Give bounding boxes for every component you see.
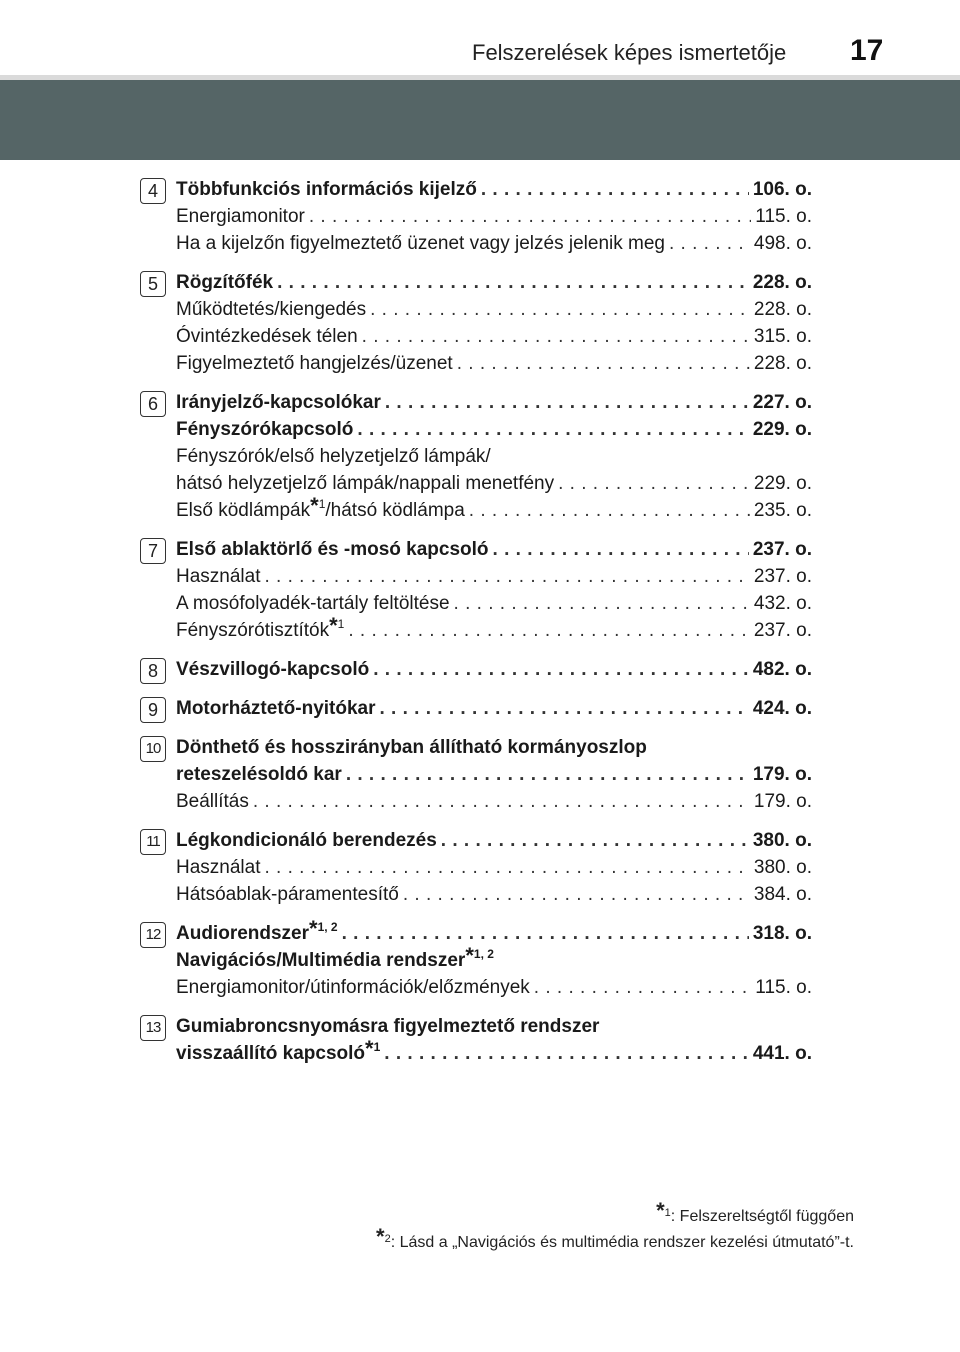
entry-label: Fényszórókapcsoló	[176, 419, 354, 440]
index-list	[140, 176, 812, 1079]
entry-label: Vészvillogó-kapcsoló	[176, 659, 370, 680]
dot-leader	[342, 920, 749, 947]
entry-label: Audiorendszer*$^{1, 2}$	[176, 916, 338, 944]
footnote-2: *$^2$: Lásd a „Navigációs és multimédia rendszer kezelési útmutató”-t.	[376, 1224, 854, 1251]
asterisk-icon: *	[309, 916, 318, 941]
index-section	[140, 269, 812, 377]
entry-label: Első ködlámpák*$^1$/hátsó ködlámpa	[176, 493, 465, 521]
index-section	[140, 536, 812, 644]
page-reference: 384. o.	[753, 884, 812, 905]
index-entry[interactable]	[176, 230, 812, 257]
index-entry[interactable]	[176, 563, 812, 590]
section-number-badge: 13	[140, 1015, 166, 1041]
entry-label: Beállítás	[176, 791, 249, 812]
section-number-badge: 12	[140, 922, 166, 948]
index-section	[140, 734, 812, 815]
dot-leader	[348, 617, 750, 644]
dot-leader	[380, 695, 749, 722]
page-reference: 228. o.	[753, 353, 812, 374]
page-reference: 482. o.	[752, 659, 812, 680]
index-entry[interactable]	[176, 827, 812, 854]
index-entry[interactable]	[176, 323, 812, 350]
page-reference: 237. o.	[752, 539, 812, 560]
entry-label: Fényszórótisztítók*$^1$	[176, 613, 345, 641]
chapter-title: Felszerelések képes ismertetője	[472, 40, 787, 65]
entry-label: Óvintézkedések télen	[176, 326, 358, 347]
dot-leader	[481, 176, 749, 203]
page-reference: 235. o.	[753, 500, 812, 521]
page-reference: 179. o.	[753, 791, 812, 812]
index-entry[interactable]	[176, 536, 812, 563]
page-reference: 106. o.	[752, 179, 812, 200]
entry-label: Figyelmeztető hangjelzés/üzenet	[176, 353, 453, 374]
dot-leader	[362, 323, 750, 350]
dot-leader	[357, 416, 748, 443]
section-number-badge: 4	[140, 178, 166, 204]
dot-leader	[265, 563, 750, 590]
dot-leader	[370, 296, 750, 323]
index-entry[interactable]	[176, 493, 812, 524]
entry-text: Navigációs/Multimédia rendszer*$^{1, 2}$	[176, 943, 494, 971]
entry-label: Többfunkciós információs kijelző	[176, 179, 477, 200]
index-section	[140, 916, 812, 1001]
page-reference: 227. o.	[752, 392, 812, 413]
dot-leader	[346, 761, 749, 788]
index-entry[interactable]	[176, 916, 812, 947]
page-number: 17	[850, 34, 884, 67]
index-entry[interactable]	[176, 296, 812, 323]
page-reference: 179. o.	[752, 764, 812, 785]
page-reference: 229. o.	[753, 473, 812, 494]
index-entry[interactable]	[176, 613, 812, 644]
entry-label: Ha a kijelzőn figyelmeztető üzenet vagy jelzés jelenik meg	[176, 233, 665, 254]
entry-label: reteszelésoldó kar	[176, 764, 342, 785]
entry-label: Első ablaktörlő és -mosó kapcsoló	[176, 539, 489, 560]
asterisk-icon: *	[465, 943, 474, 968]
page-reference: 115. o.	[755, 206, 812, 227]
index-section	[140, 695, 812, 722]
index-entry[interactable]	[176, 470, 812, 497]
section-number-badge: 9	[140, 697, 166, 723]
dot-leader	[534, 974, 752, 1001]
dot-leader	[403, 881, 750, 908]
entry-label: Irányjelző-kapcsolókar	[176, 392, 381, 413]
section-number-badge: 8	[140, 658, 166, 684]
section-number-badge: 11	[140, 829, 166, 855]
index-entry[interactable]	[176, 974, 812, 1001]
index-entry[interactable]	[176, 389, 812, 416]
page-reference: 424. o.	[752, 698, 812, 719]
index-section	[140, 176, 812, 257]
entry-label: Használat	[176, 566, 261, 587]
dot-leader	[454, 590, 750, 617]
asterisk-icon: *	[329, 613, 338, 638]
dot-leader	[558, 470, 750, 497]
entry-text: Dönthető és hosszirányban állítható kormányoszlop	[176, 737, 647, 758]
dot-leader	[265, 854, 750, 881]
page-reference: 229. o.	[752, 419, 812, 440]
entry-text: Gumiabroncsnyomásra figyelmeztető rendszer	[176, 1016, 600, 1037]
asterisk-icon: *	[365, 1036, 374, 1061]
page-reference: 318. o.	[752, 923, 812, 944]
footnotes	[376, 1198, 854, 1256]
index-entry[interactable]	[176, 176, 812, 203]
index-entry[interactable]	[176, 203, 812, 230]
entry-label: Energiamonitor	[176, 206, 305, 227]
index-entry[interactable]	[176, 695, 812, 722]
entry-label: hátsó helyzetjelző lámpák/nappali menetfény	[176, 473, 555, 494]
dot-leader	[669, 230, 750, 257]
page-reference: 228. o.	[753, 299, 812, 320]
dot-leader	[253, 788, 750, 815]
asterisk-icon: *	[376, 1224, 385, 1249]
entry-text: Fényszórók/első helyzetjelző lámpák/	[176, 446, 491, 467]
entry-label: Légkondicionáló berendezés	[176, 830, 437, 851]
dot-leader	[441, 827, 749, 854]
page-reference: 380. o.	[753, 857, 812, 878]
index-entry[interactable]	[176, 656, 812, 683]
dot-leader	[385, 389, 749, 416]
entry-label: Rögzítőfék	[176, 272, 274, 293]
entry-label: visszaállító kapcsoló*$^1$	[176, 1036, 381, 1064]
entry-label: Használat	[176, 857, 261, 878]
section-number-badge: 5	[140, 271, 166, 297]
entry-label: A mosófolyadék-tartály feltöltése	[176, 593, 450, 614]
section-number-badge: 7	[140, 538, 166, 564]
section-number-badge: 10	[140, 736, 166, 762]
index-section	[140, 656, 812, 683]
footnote-1: *$^1$: Felszereltségtől függően	[656, 1198, 854, 1225]
dot-leader	[309, 203, 751, 230]
dot-leader	[469, 497, 750, 524]
page-reference: 498. o.	[753, 233, 812, 254]
index-entry[interactable]	[176, 1036, 812, 1067]
index-entry[interactable]	[176, 416, 812, 443]
dot-leader	[493, 536, 749, 563]
page-reference: 380. o.	[752, 830, 812, 851]
dot-leader	[384, 1040, 749, 1067]
index-entry[interactable]	[176, 761, 812, 788]
index-section	[140, 389, 812, 524]
index-entry[interactable]	[176, 269, 812, 296]
page-reference: 237. o.	[753, 620, 812, 641]
entry-label: Működtetés/kiengedés	[176, 299, 367, 320]
index-section	[140, 1013, 812, 1067]
dot-leader	[457, 350, 750, 377]
dot-leader	[277, 269, 749, 296]
section-number-badge: 6	[140, 391, 166, 417]
index-entry[interactable]	[176, 854, 812, 881]
page-reference: 228. o.	[752, 272, 812, 293]
index-entry[interactable]	[176, 881, 812, 908]
index-section	[140, 827, 812, 908]
index-entry[interactable]	[176, 788, 812, 815]
page-reference: 315. o.	[753, 326, 812, 347]
page-reference: 237. o.	[753, 566, 812, 587]
entry-label: Hátsóablak-páramentesítő	[176, 884, 399, 905]
index-entry[interactable]	[176, 590, 812, 617]
entry-label: Motorháztető-nyitókar	[176, 698, 376, 719]
page-reference: 432. o.	[753, 593, 812, 614]
entry-label: Energiamonitor/útinformációk/előzmények	[176, 977, 530, 998]
page-reference: 441. o.	[752, 1043, 812, 1064]
asterisk-icon: *	[310, 493, 319, 518]
index-entry[interactable]	[176, 350, 812, 377]
asterisk-icon: *	[656, 1198, 665, 1223]
header-band	[0, 80, 960, 160]
page-reference: 115. o.	[755, 977, 812, 998]
dot-leader	[373, 656, 749, 683]
